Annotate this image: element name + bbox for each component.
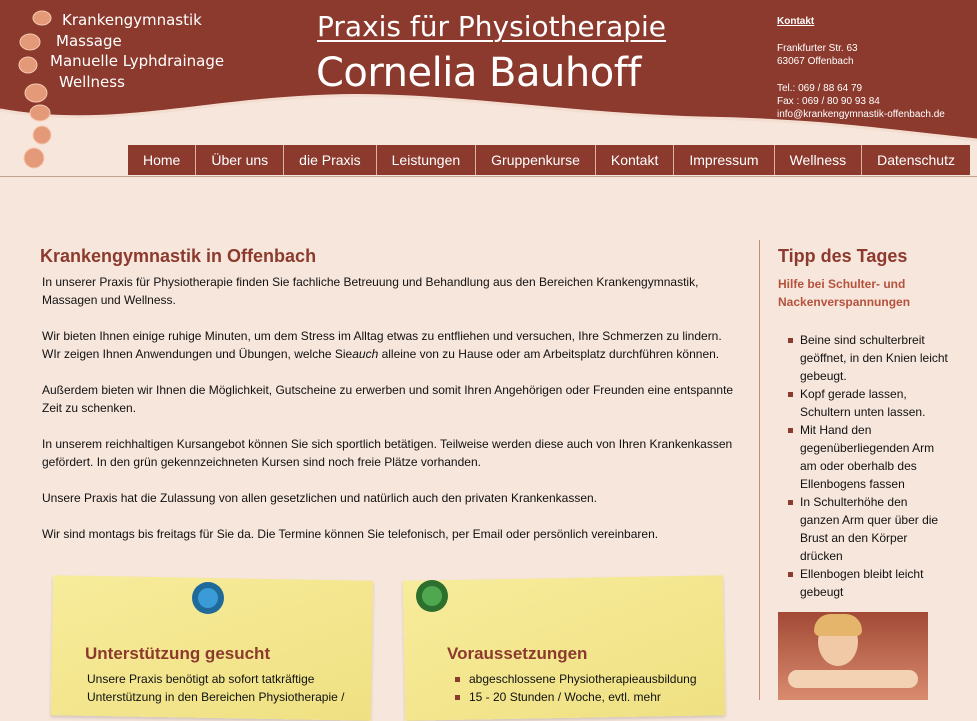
note-heading: Unterstützung gesucht: [85, 644, 271, 663]
service-item: Manuelle Lyphdrainage: [50, 52, 225, 70]
contact-tel: Tel.: 069 / 88 64 79: [777, 83, 863, 94]
services-list: [50, 10, 224, 92]
main-content: [40, 246, 740, 561]
contact-link[interactable]: Kontakt: [777, 16, 815, 27]
requirements-list: [455, 670, 715, 706]
nav-leistungen[interactable]: Leistungen: [377, 145, 477, 175]
column-divider: [759, 240, 760, 700]
nav-home[interactable]: Home: [128, 145, 196, 175]
nav-die-praxis[interactable]: die Praxis: [284, 145, 376, 175]
site-title[interactable]: Praxis für Physiotherapie: [317, 10, 667, 43]
note-heading: Voraussetzungen: [447, 644, 588, 663]
sidebar-heading: Tipp des Tages: [778, 246, 908, 266]
contact-block: [777, 15, 945, 121]
list-item: 15 - 20 Stunden / Woche, evtl. mehr: [455, 688, 715, 706]
site-header: [0, 0, 977, 180]
tip-item: Mit Hand den gegenüberliegenden Arm am oder oberhalb des Ellenbogens fassen: [788, 421, 948, 493]
sidebar-tip: [778, 246, 948, 601]
tip-item: Ellenbogen bleibt leicht gebeugt: [788, 565, 948, 601]
contact-street: Frankfurter Str. 63: [777, 43, 858, 54]
header-divider: [0, 176, 977, 177]
contact-email[interactable]: info@krankengymnastik-offenbach.de: [777, 109, 945, 120]
nav-datenschutz[interactable]: Datenschutz: [877, 152, 955, 168]
courses-paragraph: In unserem reichhaltigen Kursangebot können Sie sich sportlich betätigen. Teilweise werden diese auch von Ihren Krankenkassen gefördert. In den grün gekennzeichneten Kursen sind noch freie Plätze vorhanden.: [42, 437, 733, 469]
nav-ueber-uns[interactable]: Über uns: [196, 145, 284, 175]
sidebar-subheading: Hilfe bei Schulter- und Nackenverspannungen: [778, 277, 911, 309]
nav-gruppenkurse[interactable]: Gruppenkurse: [476, 145, 596, 175]
relax-paragraph: Wir bieten Ihnen einige ruhige Minuten, um dem Stress im Alltag etwas zu entfliehen und versuchen, Ihre Schmerzen zu lindern. WIr zeigen Ihnen Anwendungen und Übungen, welche Sieauch alleine von zu Hause oder am Arbeitsplatz durchführen können.: [42, 329, 722, 361]
contact-city: 63067 Offenbach: [777, 56, 854, 67]
green-pushpin-icon: [416, 580, 448, 612]
insurance-paragraph: Unsere Praxis hat die Zulassung von allen gesetzlichen und natürlich auch den privaten Krankenkassen.: [42, 491, 597, 505]
list-item: abgeschlossene Physiotherapieausbildung: [455, 670, 715, 688]
blue-pushpin-icon: [192, 582, 224, 614]
exercise-photo: [778, 612, 928, 700]
tip-item: Kopf gerade lassen, Schultern unten lassen.: [788, 385, 948, 421]
hours-paragraph: Wir sind montags bis freitags für Sie da. Die Termine können Sie telefonisch, per Email oder persönlich vereinbaren.: [42, 527, 659, 541]
site-owner-name: Cornelia Bauhoff: [316, 50, 641, 96]
page-heading: Krankengymnastik in Offenbach: [40, 246, 317, 266]
intro-paragraph: In unserer Praxis für Physiotherapie finden Sie fachliche Betreuung und Behandlung aus den Bereichen Krankengymnastik, Massagen und Wellness.: [42, 275, 699, 307]
service-item: Krankengymnastik: [62, 11, 202, 29]
nav-kontakt[interactable]: Kontakt: [596, 145, 674, 175]
tip-item: In Schulterhöhe den ganzen Arm quer über die Brust an den Körper drücken: [788, 493, 948, 565]
voucher-paragraph: Außerdem bieten wir Ihnen die Möglichkeit, Gutscheine zu erwerben und somit Ihren Angehörigen oder Freunden eine entspannte Zeit zu schenken.: [42, 383, 734, 415]
tip-item: Beine sind schulterbreit geöffnet, in den Knien leicht gebeugt.: [788, 331, 948, 385]
main-navigation: [128, 145, 970, 175]
tip-list: [778, 331, 948, 601]
contact-fax: Fax : 069 / 80 90 93 84: [777, 96, 880, 107]
service-item: Wellness: [59, 72, 125, 91]
nav-impressum[interactable]: Impressum: [674, 145, 774, 175]
note-text: Unsere Praxis benötigt ab sofort tatkräftige Unterstützung in den Bereichen Physiotherapie /: [87, 672, 345, 704]
nav-wellness[interactable]: Wellness: [775, 145, 863, 175]
service-item: Massage: [56, 31, 122, 50]
